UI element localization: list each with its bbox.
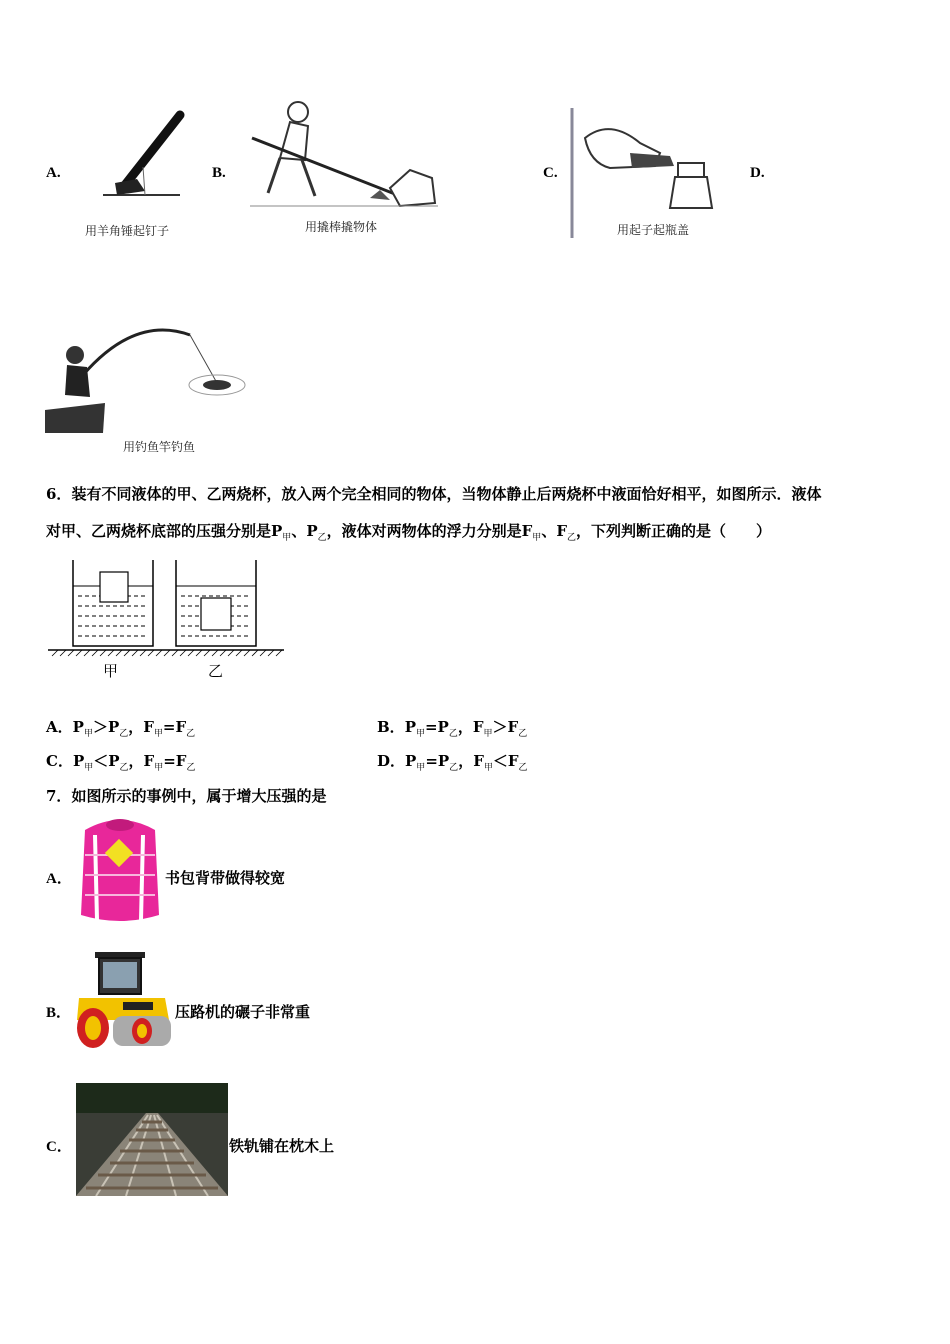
- q7-option-b-letter[interactable]: B．: [46, 1005, 72, 1021]
- q5-option-d-letter: D.: [750, 165, 765, 181]
- q5-option-c-letter: C.: [543, 165, 558, 181]
- q6-text-line2: 对甲、乙两烧杯底部的压强分别是$P_甲$、$P_乙$，液体对两物体的浮力分别是$F_甲$、$F_乙$，下列判断正确的是（ ）: [46, 522, 772, 543]
- q6-option-a[interactable]: A．$P_甲>P_乙$，$F_甲=F_乙$: [46, 718, 196, 739]
- q7-option-a-letter[interactable]: A．: [46, 871, 72, 887]
- q7-stem: [46, 785, 326, 806]
- q6-option-b[interactable]: B．$P_甲=P_乙$，$F_甲>F_乙$: [377, 718, 528, 739]
- q7-option-c-letter[interactable]: C．: [46, 1139, 72, 1155]
- q6-option-d[interactable]: D．$P_甲=P_乙$，$F_甲<F_乙$: [377, 752, 528, 773]
- q6-text-line1: 装有不同液体的甲、乙两烧杯，放入两个完全相同的物体，当物体静止后两烧杯中液面恰好相平，如图所示．液体: [71, 485, 822, 503]
- q5-option-b-caption: 用撬棒撬物体: [305, 220, 378, 234]
- beakers-diagram: [46, 558, 286, 658]
- q5-option-a-letter: A.: [46, 165, 61, 181]
- railway-image: [76, 1083, 228, 1196]
- q6-option-c[interactable]: C．$P_甲<P_乙$，$F_甲=F_乙$: [46, 752, 196, 773]
- fishing-image: [45, 325, 255, 435]
- beaker-label-yi: 乙: [208, 662, 224, 680]
- bottle-opener-image: [570, 108, 720, 238]
- q5-option-a-caption: 用羊角锤起钉子: [85, 224, 170, 238]
- hammer-image: [85, 105, 195, 205]
- q7-option-a-desc: 书包背带做得较宽: [165, 869, 286, 887]
- q7-number: 7．: [46, 787, 72, 805]
- backpack-image: [75, 815, 165, 927]
- q7-option-b-desc: 压路机的碾子非常重: [175, 1003, 311, 1021]
- q7-text: 如图所示的事例中，属于增大压强的是: [71, 787, 327, 805]
- beaker-yi: [176, 560, 256, 646]
- q5-option-d-caption: 用钓鱼竿钓鱼: [123, 440, 196, 454]
- q7-option-c-desc: 铁轨铺在枕木上: [229, 1137, 335, 1155]
- q5-option-b-letter: B.: [212, 165, 226, 181]
- beaker-label-jia: 甲: [103, 662, 119, 680]
- road-roller-image: [73, 950, 173, 1052]
- q6-number: 6．: [46, 485, 72, 503]
- crowbar-image: [250, 98, 440, 213]
- q5-option-c-caption: 用起子起瓶盖: [617, 223, 690, 237]
- beaker-jia: [73, 560, 153, 646]
- q6-stem: [46, 476, 916, 557]
